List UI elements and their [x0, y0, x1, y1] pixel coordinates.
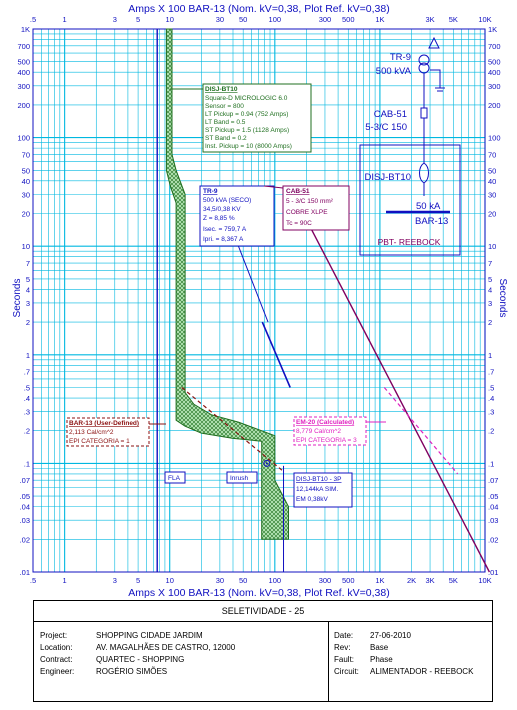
- engineer-label: Engineer:: [40, 667, 75, 676]
- x-tick-label-bottom: 100: [268, 576, 282, 585]
- y-tick-label-left: .02: [19, 535, 30, 545]
- y-tick-label-left: 50: [21, 166, 30, 176]
- cab-line-2: Tc = 90C: [286, 220, 312, 227]
- y-tick-label-left: 200: [17, 100, 30, 110]
- y-tick-label-right: 200: [488, 100, 501, 110]
- y-tick-label-right: 1: [488, 350, 493, 360]
- y-tick-label-right: .7: [488, 367, 495, 377]
- inrush-callout: [227, 472, 257, 483]
- y-tick-label-left: 100: [17, 133, 30, 143]
- y-tick-label-left: 10: [21, 242, 30, 252]
- x-tick-label-top: 10K: [478, 15, 492, 24]
- y-tick-label-right: .3: [488, 407, 495, 417]
- y-tick-label-right: .03: [488, 516, 499, 526]
- y-tick-label-right: 3: [488, 298, 493, 308]
- panel-label: PBT- REEBOCK: [377, 237, 441, 247]
- x-tick-label-top: 1: [62, 15, 67, 24]
- date-row: [334, 630, 411, 642]
- y-tick-label-right: 400: [488, 68, 501, 78]
- cab-rating-label: 5-3/C 150: [365, 122, 407, 133]
- location-label: Location:: [40, 643, 73, 652]
- circuit-row: [334, 666, 473, 678]
- y-tick-label-left: .2: [23, 426, 30, 436]
- rev-value: Base: [370, 643, 389, 652]
- x-tick-label-top: 500: [342, 15, 355, 24]
- x-tick-label-bottom: 50: [239, 576, 248, 585]
- y-tick-label-right: 4: [488, 285, 493, 295]
- y-tick-label-right: 70: [488, 150, 497, 160]
- rev-label: Rev:: [334, 643, 351, 652]
- y-tick-label-right: 5: [488, 274, 493, 284]
- fla-label: FLA: [168, 475, 180, 482]
- circuit-label: Circuit:: [334, 667, 359, 676]
- y-axis-label-left: Seconds: [12, 278, 23, 318]
- tr-line-1: 34,5/0,38 KV: [203, 206, 241, 213]
- y-tick-label-left: .01: [19, 568, 30, 577]
- tr-name-label: TR-9: [389, 52, 411, 63]
- y-tick-label-right: 7: [488, 259, 493, 269]
- title-block: [33, 600, 493, 702]
- bus-label: BAR-13: [415, 216, 449, 227]
- x-tick-label-top: 1K: [375, 15, 385, 24]
- y-tick-label-left: .3: [23, 407, 30, 417]
- y-tick-label-right: .5: [488, 383, 495, 393]
- x-tick-label-bottom: 300: [318, 576, 332, 585]
- disj-line-0: Square-D MICROLOGIC 6.0: [205, 95, 288, 102]
- y-tick-label-right: .4: [488, 394, 495, 404]
- y-tick-label-right: 50: [488, 166, 497, 176]
- y-tick-label-left: 300: [17, 81, 30, 91]
- location-value: AV. MAGALHÃES DE CASTRO, 12000: [96, 643, 236, 652]
- x-tick-label-top: 3: [112, 15, 117, 24]
- project-row: [40, 630, 203, 642]
- disj-line-4: ST Pickup = 1.5 (1128 Amps): [205, 127, 290, 134]
- y-tick-label-left: .04: [19, 502, 30, 512]
- breaker-label: DISJ-BT10: [364, 172, 411, 183]
- y-tick-label-right: .1: [488, 459, 495, 469]
- x-tick-label-bottom: 2K: [406, 576, 417, 585]
- tr-line-4: Ipri. = 8,367 A: [203, 236, 244, 243]
- y-tick-label-left: .4: [23, 394, 30, 404]
- y-tick-label-left: .5: [23, 383, 30, 393]
- y-tick-label-right: 40: [488, 176, 497, 186]
- y-tick-label-left: 20: [21, 209, 30, 219]
- y-axis-label-right: Seconds: [497, 278, 508, 318]
- y-tick-label-left: .07: [19, 476, 30, 486]
- title-block-body: [34, 621, 492, 701]
- date-label: Date:: [334, 631, 354, 640]
- x-tick-label-top: 10: [165, 15, 174, 24]
- fault-label: Fault:: [334, 655, 355, 664]
- disj-line-2: LT Pickup = 0.94 (752 Amps): [205, 111, 289, 118]
- y-tick-label-left: 700: [17, 41, 30, 51]
- project-label: Project:: [40, 631, 68, 640]
- inrush-point-center: [266, 462, 268, 464]
- y-tick-label-right: .07: [488, 476, 499, 486]
- x-tick-label-top: 300: [318, 15, 332, 24]
- contract-row: [40, 654, 184, 666]
- y-tick-label-right: 500: [488, 57, 501, 67]
- tr-rating-label: 500 kVA: [375, 66, 411, 77]
- y-tick-label-left: 2: [25, 318, 30, 328]
- disj-title: DISJ-BT10: [205, 86, 238, 93]
- y-tick-label-left: .05: [19, 492, 30, 502]
- project-value: SHOPPING CIDADE JARDIM: [96, 631, 203, 640]
- y-tick-label-left: 7: [25, 259, 30, 269]
- y-tick-label-right: 100: [488, 133, 501, 143]
- y-tick-label-left: 70: [21, 150, 30, 160]
- rev-row: [334, 642, 388, 654]
- disj-line-3: LT Band = 0.5: [205, 119, 246, 126]
- date-value: 27-06-2010: [370, 631, 411, 640]
- contract-value: QUARTEC - SHOPPING: [96, 655, 185, 664]
- fault-current-label: 50 kA: [416, 201, 441, 212]
- y-tick-label-left: .1: [23, 459, 30, 469]
- y-tick-label-left: .7: [23, 367, 30, 377]
- y-tick-label-right: .02: [488, 535, 499, 545]
- x-tick-label-bottom: 30: [215, 576, 225, 585]
- drawing-title: SELETIVIDADE - 25: [34, 601, 492, 622]
- y-tick-label-right: 700: [488, 41, 501, 51]
- cab-title: CAB-51: [286, 188, 310, 195]
- bar-line-1: EPI CATEGORIA = 1: [69, 438, 130, 445]
- cab-name-label: CAB-51: [373, 109, 407, 120]
- fault-line-0: 12,144kA SIM.: [296, 486, 339, 493]
- y-tick-label-right: .01: [488, 568, 499, 577]
- em-line-1: EPI CATEGORIA = 3: [296, 437, 357, 444]
- cab-line-0: 5 - 3/C 150 mm²: [286, 198, 333, 205]
- engineer-row: [40, 666, 167, 678]
- fault-line-1: EM 0,38kV: [296, 496, 328, 503]
- y-tick-label-left: 30: [21, 190, 30, 200]
- location-row: [40, 642, 235, 654]
- x-tick-label-top: 5: [136, 15, 141, 24]
- x-tick-label-bottom: 10K: [478, 576, 492, 585]
- y-tick-label-right: 300: [488, 81, 501, 91]
- x-tick-label-top: 50: [239, 15, 248, 24]
- y-tick-label-left: 40: [21, 176, 30, 186]
- chart-title-bottom: Amps X 100 BAR-13 (Nom. kV=0,38, Plot Ref. kV=0,38): [128, 587, 390, 599]
- fla-callout: [165, 472, 185, 483]
- y-tick-label-left: 4: [25, 285, 30, 295]
- tr-title: TR-9: [203, 188, 218, 195]
- tr-line-0: 500 kVA (SECO): [203, 197, 252, 204]
- tr-line-3: Isec. = 759,7 A: [203, 226, 247, 233]
- y-tick-label-right: 20: [488, 209, 497, 219]
- fault-row: [334, 654, 393, 666]
- x-tick-label-bottom: 1K: [375, 576, 385, 585]
- bar-line-0: 2,113 Cal/cm^2: [69, 429, 114, 436]
- disj-line-6: Inst. Pickup = 10 (8000 Amps): [205, 143, 292, 150]
- inrush-label: Inrush: [230, 475, 249, 482]
- engineer-value: ROGÉRIO SIMÕES: [96, 667, 168, 676]
- x-tick-label-top: .5: [29, 15, 37, 24]
- contract-label: Contract:: [40, 655, 73, 664]
- fault-title: DISJ-BT10 - 3P: [296, 476, 342, 483]
- y-tick-label-left: 5: [25, 274, 30, 284]
- circuit-value: ALIMENTADOR - REEBOCK: [370, 667, 474, 676]
- x-tick-label-bottom: .5: [29, 576, 37, 585]
- x-tick-label-top: 5K: [448, 15, 458, 24]
- y-tick-label-right: 1K: [488, 25, 498, 34]
- y-tick-label-right: 30: [488, 190, 497, 200]
- x-tick-label-top: 3K: [425, 15, 435, 24]
- x-tick-label-top: 30: [215, 15, 225, 24]
- y-tick-label-left: 500: [17, 57, 30, 67]
- y-tick-label-left: 3: [25, 298, 30, 308]
- disj-line-5: ST Band = 0.2: [205, 135, 247, 142]
- y-tick-label-right: .04: [488, 502, 499, 512]
- y-tick-label-right: .2: [488, 426, 495, 436]
- bar-title: BAR-13 (User-Defined): [69, 420, 140, 427]
- cab-line-1: COBRE XLPE: [286, 209, 328, 216]
- y-tick-label-left: 1: [25, 350, 30, 360]
- tr-line-2: Z = 8,85 %: [203, 215, 235, 222]
- y-tick-label-left: .03: [19, 516, 30, 526]
- y-tick-label-right: .05: [488, 492, 499, 502]
- chart-title-top: Amps X 100 BAR-13 (Nom. kV=0,38, Plot Ref. kV=0,38): [128, 3, 390, 15]
- x-tick-label-bottom: 3K: [425, 576, 435, 585]
- y-tick-label-left: 400: [17, 68, 30, 78]
- x-tick-label-bottom: 5K: [448, 576, 458, 585]
- x-tick-label-bottom: 500: [342, 576, 355, 585]
- fault-value: Phase: [370, 655, 393, 664]
- x-tick-label-bottom: 1: [62, 576, 67, 585]
- em-title: EM-20 (Calculated): [296, 419, 355, 426]
- x-tick-label-bottom: 10: [165, 576, 174, 585]
- em-line-0: 8,779 Cal/cm^2: [296, 428, 341, 435]
- y-tick-label-right: 2: [488, 318, 493, 328]
- x-tick-label-bottom: 5: [136, 576, 141, 585]
- y-tick-label-right: 10: [488, 242, 497, 252]
- y-tick-label-left: 1K: [20, 25, 30, 34]
- x-tick-label-top: 100: [268, 15, 282, 24]
- fault-callout: [294, 473, 352, 507]
- x-tick-label-bottom: 3: [112, 576, 117, 585]
- disj-line-1: Sensor = 800: [205, 103, 244, 110]
